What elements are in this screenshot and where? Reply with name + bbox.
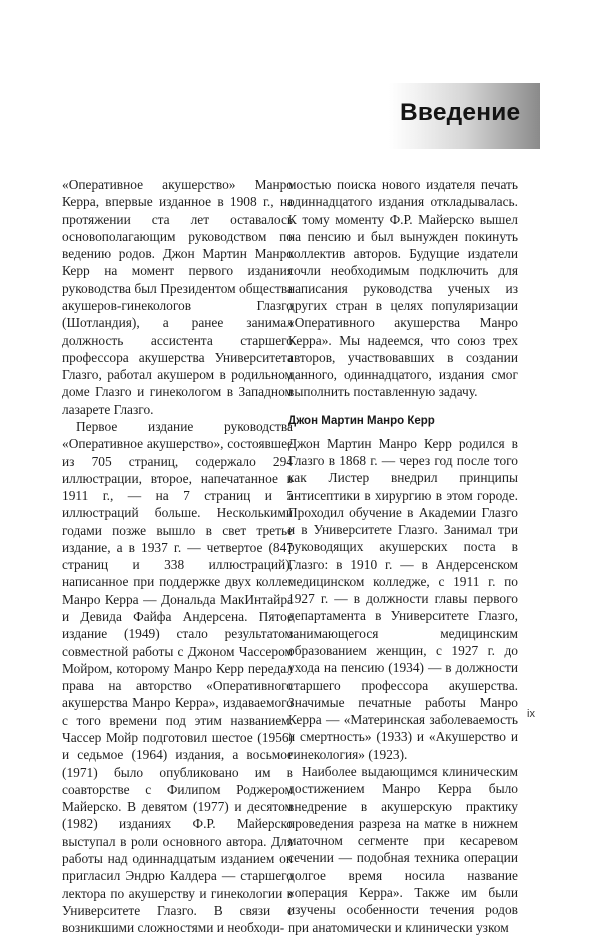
body-paragraph: мостью поиска нового издателя печать одиннадцатого издания откладывалась. К тому моменту Ф.Р. Майерско вышел на пенсию и был вынужден покинуть коллектив авторов. Будущие издатели сочли необходимым подключить для написания руководства ученых из других стран в целях популяризации «Оперативного акушерства Манро Керра». Мы надеемся, что союз трех авторов, участвовавших в создании данного, одиннадцатого, издания смог выполнить поставленную задачу. bbox=[288, 177, 518, 400]
right-text-column bbox=[288, 176, 518, 936]
section-title: Введение bbox=[400, 99, 521, 126]
left-text-column bbox=[62, 176, 293, 936]
body-paragraph: Первое издание руководства «Оперативное акушерство», состоявшее из 705 страниц, содержало 294 иллюстрации, второе, напечатанное в 1911 г., — на 7 страниц и 5 иллюстраций больше. Несколькими годами позже вышло в свет третье издание, а в 1937 г. — четвертое (847 страниц и 338 иллюстраций), написанное при поддержке двух коллег Манро Керра — Дональда МакИнтайра и Девида Файфа Андерсена. Пятое издание (1949) стало результатом совместной работы с Джоном Чассером Мойром, которому Манро Керр передал права на авторство «Оперативного акушерства Манро Керра», издаваемого с того времени под этим названием. Чассер Мойр подготовил шестое (1956) и седьмое (1964) издания, а восьмое (1971) было опубликовано им в соавторстве с Филипом Роджером Майерско. В девятом (1977) и десятом (1982) изданиях Ф.Р. Майерско выступал в роли основного автора. Для работы над одиннадцатым изданием он пригласил Эндрю Калдера — старшего лектора по акушерству и гинекологии в Университете Глазго. В связи с возникшими сложностями и необходи- bbox=[62, 418, 293, 936]
body-paragraph: Наиболее выдающимся клиническим достижением Манро Керра было внедрение в акушерскую практику проведения разреза на матке в нижнем маточном сегменте при кесаревом сечении — подобная техника операции долгое время носила название «операция Керра». Также им были изучены особенности течения родов при анатомически и клинически узком bbox=[288, 764, 518, 935]
body-paragraph: Джон Мартин Манро Керр родился в Глазго в 1868 г. — через год после того как Листер внедрил принципы антисептики в хирургию в этом городе. Проходил обучение в Академии Глазго и в Университете Глазго. Занимал три руководящих акушерских поста в Глазго: в 1910 г. — в Андерсенском медицинском колледже, с 1911 г. по 1927 г. — в должности главы первого департамента в Университете Глазго, занимающегося медицинским образованием женщин, с 1927 г. до ухода на пенсию (1934) — в должности старшего профессора акушерства. Значимые печатные работы Манро Керра — «Материнская заболеваемость и смертность» (1933) и «Акушерство и гинекология» (1923). bbox=[288, 435, 518, 762]
body-paragraph: «Оперативное акушерство» Манро Керра, впервые изданное в 1908 г., на протяжении ста лет оставалось основополагающим руководством по ведению родов. Джон Мартин Манро Керр на момент первого издания руководства был Президентом общества акушеров-гинекологов Глазго (Шотландия), а ранее занимал должность ассистента старшего профессора акушерства Университета Глазго, работал акушером в родильном доме Глазго и гинекологом в Западном лазарете Глазго. bbox=[62, 177, 293, 417]
subsection-heading: Джон Мартин Манро Керр bbox=[288, 414, 435, 427]
page-number: ix bbox=[527, 708, 535, 720]
